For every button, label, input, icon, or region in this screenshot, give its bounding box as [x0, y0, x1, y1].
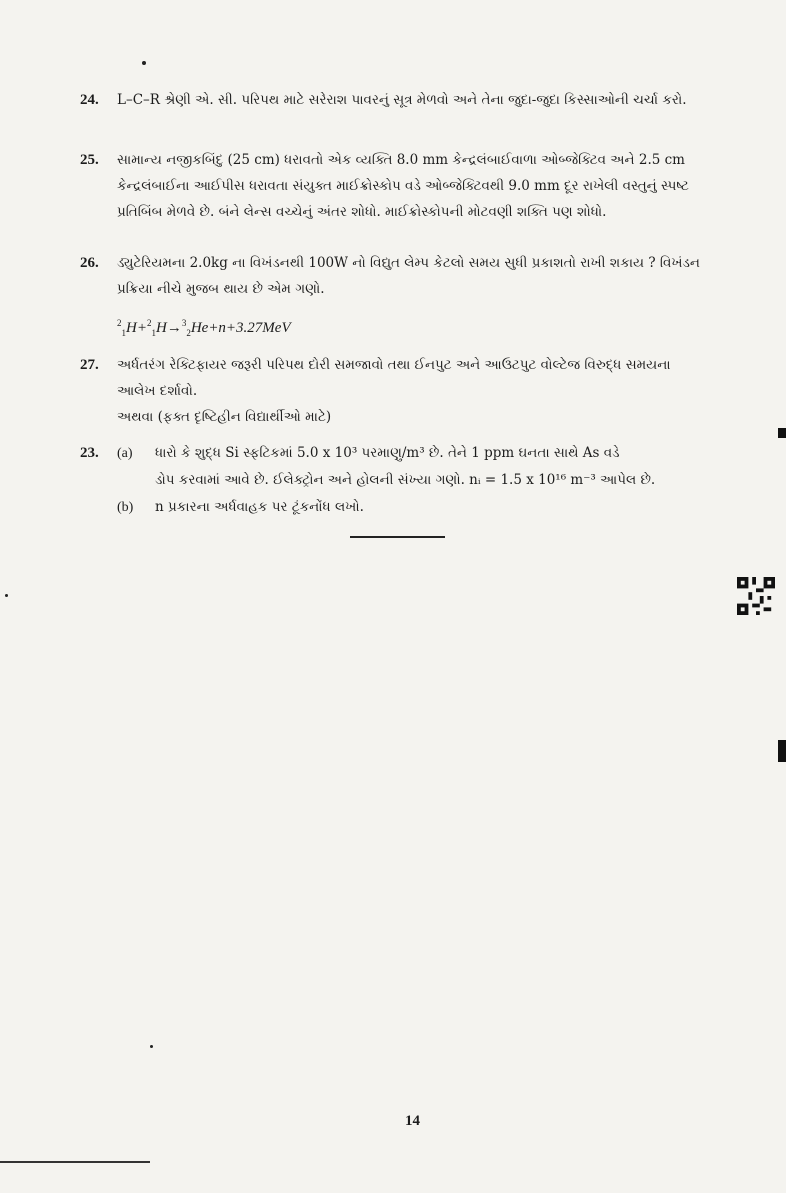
scan-edge-mark — [778, 428, 786, 438]
isotope-mass: 2 — [146, 318, 152, 328]
question-number: 26. — [80, 255, 99, 271]
scan-speck — [150, 1045, 153, 1048]
page-number: 14 — [405, 1113, 420, 1129]
symbol: He — [190, 320, 209, 336]
sub-question-b — [117, 494, 364, 521]
question-26 — [80, 250, 710, 302]
page-bottom-line — [0, 1161, 150, 1163]
question-text: અર્ધતરંગ રેક્ટિફાયર જરૂરી પરિપથ દોરી સમજાવો તથા ઈનપુટ અને આઉટપુટ વોલ્ટેજ વિરુદ્ધ સમયના આલેખ દર્શાવો. — [117, 357, 671, 399]
question-25 — [80, 147, 710, 225]
isotope-charge: 2 — [186, 328, 191, 338]
question-number: 24. — [80, 92, 99, 108]
question-text: ડ્યુટેરિયમના 2.0kg ના વિખંડનથી 100W નો વિદ્યુત લેમ્પ કેટલો સમય સુધી પ્રકાશતો રાખી શકાય ? વિખંડન પ્રક્રિયા નીચે મુજબ થાય છે એમ ગણો. — [117, 255, 700, 297]
equation-rest: +n+3.27MeV — [208, 320, 291, 336]
question-24 — [80, 87, 710, 113]
end-rule — [350, 536, 445, 538]
question-text: L–C–R શ્રેણી એ. સી. પરિપથ માટે સરેરાશ પાવરનું સૂત્ર મેળવો અને તેના જુદા-જુદા કિસ્સાઓની ચર્ચા કરો. — [117, 92, 687, 108]
scan-speck — [5, 594, 8, 597]
question-27 — [80, 352, 710, 404]
sub-question-a — [117, 440, 717, 493]
fusion-equation: $^2_1$H+$^2_1$H→$^3_2$He+n+3.27MeV — [117, 318, 291, 338]
isotope-mass: 3 — [181, 318, 187, 328]
sub-label: (b) — [117, 500, 134, 515]
symbol: H — [155, 320, 167, 336]
scan-edge-mark — [778, 740, 786, 762]
question-text: સામાન્ય નજીકબિંદુ (25 cm) ધરાવતો એક વ્યક્તિ 8.0 mm કેન્દ્રલંબાઈવાળા ઓબ્જેક્ટિવ અને 2.5 cm કેન્દ્રલંબાઈના આઈપીસ ધરાવતા સંયુક્ત માઈક્રોસ્કોપ વડે ઓબ્જેક્ટિવથી 9.0 mm દૂર રાખેલી વસ્તુનું સ્પષ્ટ પ્રતિબિંબ મેળવે છે. બંને લેન્સ વચ્ચેનું અંતર શોધો. માઈક્રોસ્કોપની મોટવણી શક્તિ પણ શોધો. — [117, 152, 689, 220]
isotope-charge: 1 — [151, 328, 156, 338]
sub-label: (a) — [117, 446, 133, 461]
isotope-charge: 1 — [121, 328, 126, 338]
sub-text-line2: ડોપ કરવામાં આવે છે. ઈલેક્ટ્રોન અને હોલની સંખ્યા ગણો. nᵢ = 1.5 x 10¹⁶ m⁻³ આપેલ છે. — [155, 472, 656, 488]
scan-speck — [142, 61, 146, 65]
symbol: H — [126, 320, 137, 336]
alternative-heading: અથવા (ફક્ત દૃષ્ટિહીન વિદ્યાર્થીઓ માટે) — [117, 409, 332, 425]
qr-code-icon — [737, 577, 775, 615]
question-number: 27. — [80, 357, 99, 373]
isotope-mass: 2 — [117, 318, 122, 328]
question-number: 23. — [80, 445, 99, 461]
question-number: 25. — [80, 152, 99, 168]
sub-text-line1: ધારો કે શુદ્ધ Si સ્ફટિકમાં 5.0 x 10³ પરમાણુ/m³ છે. તેને 1 ppm ઘનતા સાથે As વડે — [155, 445, 620, 461]
sub-text: n પ્રકારના અર્ધવાહક પર ટૂંકનોંધ લખો. — [155, 499, 364, 515]
